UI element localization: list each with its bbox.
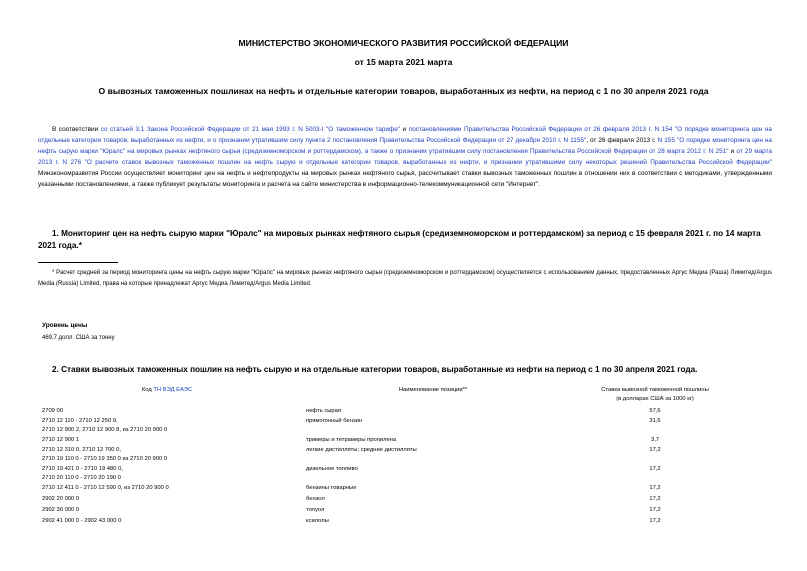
row-code: [42, 407, 282, 416]
ministry-title: МИНИСТЕРСТВО ЭКОНОМИЧЕСКОГО РАЗВИТИЯ РОССИЙСКОЙ ФЕДЕРАЦИИ: [238, 38, 569, 48]
row-name: прямогонный бензин: [306, 418, 363, 424]
row-code: [42, 484, 282, 493]
row-code: [42, 446, 282, 463]
intro-text-4: и: [728, 148, 737, 155]
intro-text-3: , от 26 февраля 2013 г.: [586, 137, 658, 144]
row-code-line-1: 2709 00: [42, 408, 63, 414]
column-header-code: [92, 386, 242, 395]
intro-text-5: Минэкономразвития России осуществляет мониторинг цен на нефть и нефтепродукты на мировых рынках нефтяного сырья, рассчитывает ставки вывозных таможенных пошлин в отношении них в соответствии с методиками, утвержденными указанными постановлениями, а также публикует результаты мониторинга и расчета на сайте министерства в информационно-телекоммуникационной сети "Интернет".: [38, 170, 772, 188]
row-code: [42, 465, 282, 482]
row-name: толуол: [306, 507, 325, 513]
row-code-line-1: 2710 12 900 1: [42, 437, 80, 443]
intro-paragraph: [38, 124, 772, 190]
column-header-rate: [590, 386, 720, 404]
tn-ved-link[interactable]: ТН ВЭД ЕАЭС: [153, 387, 193, 393]
row-name: легкие дистилляты; средние дистилляты: [306, 447, 417, 453]
row-rate: 31,6: [649, 418, 661, 424]
document-subject: О вывозных таможенных пошлинах на нефть и отдельные категории товаров, выработанных из нефти, на период с 1 по 30 апреля 2021 года: [98, 86, 709, 96]
column-header-rate-line-2: (в долларах США за 1000 кг): [616, 396, 694, 402]
row-name: бензол: [306, 496, 325, 502]
row-code-line-1: 2710 19 421 0 - 2710 19 480 0,: [42, 466, 123, 472]
row-code: [42, 436, 282, 445]
law-link[interactable]: со статьей 3.1 Закона Российской Федерации от 21 мая 1993 г. N 5003-I "О таможенном тарифе": [100, 126, 401, 133]
row-rate: 17,2: [649, 507, 661, 513]
row-rate: 17,2: [649, 466, 661, 472]
intro-text-2: и: [400, 126, 409, 133]
row-code-line-1: 2902 20 000 0: [42, 496, 80, 502]
footnote-divider: [38, 262, 118, 263]
section-2-heading: 2. Ставки вывозных таможенных пошлин на нефть сырую и на отдельные категории товаров, выработанные из нефти на период с 1 по 30 апреля 2021 года.: [52, 365, 698, 374]
row-rate: 17,2: [649, 485, 661, 491]
row-rate: 17,2: [649, 496, 661, 502]
row-code: [42, 417, 282, 434]
row-name: бензины товарные: [306, 485, 357, 491]
decree-276-link[interactable]: от 29 марта 2013 г. N 276 "О расчете ставок вывозных таможенных пошлин на нефть сырую и отдельные категории товаров, выработанных из нефти, и признании утратившими силу некоторых решений Правительства Российской Федерации": [38, 148, 772, 166]
row-code-line-2: 2710 20 110 0 - 2710 20 190 0: [42, 474, 121, 481]
row-name: дизельное топливо: [306, 466, 358, 472]
row-name: ксилолы: [306, 518, 329, 524]
row-code-line-2: 2710 12 900 2, 2710 12 900 8, из 2710 20 900 0: [42, 426, 168, 433]
row-name: тримеры и тетрамеры пропилена: [306, 437, 397, 443]
row-name: нефть сырая: [306, 408, 342, 414]
row-rate: 17,2: [649, 518, 661, 524]
row-code: [42, 506, 282, 515]
price-value: 469,7 долл. США за тонну: [42, 335, 115, 341]
column-header-code-prefix: Код: [141, 387, 154, 393]
row-rate: 17,2: [649, 447, 661, 453]
row-code: [42, 495, 282, 504]
price-label: Уровень цены: [42, 322, 88, 329]
decree-155-link[interactable]: N 155 "О порядке мониторинга цен на нефть сырую марки "Юралс" на мировых рынках нефтяного сырья (средиземноморском и роттердамском), а также о признании утратившим силу постановления Правительства Российской Федерации от 28 марта 2012 г. N 251": [38, 137, 772, 155]
intro-text-1: В соответствии: [52, 126, 101, 133]
document-date: от 15 марта 2021 марта: [354, 57, 453, 67]
column-header-name: Наименование позиции**: [398, 387, 468, 393]
row-code: [42, 517, 282, 526]
decree-154-link[interactable]: постановлениями Правительства Российской Федерации от 26 февраля 2013 г. N 154 "О порядке мониторинга цен на отдельные категории товаров, выработанных из нефти, и о признании утратившим силу пункта 2 постановления Правительства Российской Федерации от 27 декабря 2010 г. N 1155": [38, 126, 772, 144]
row-code-line-1: 2710 12 310 0, 2710 12 700 0,: [42, 447, 121, 453]
section-1-heading: 1. Мониторинг цен на нефть сырую марки "Юралс" на мировых рынках нефтяного сырья (средиземноморском и роттердамском) за период с 15 февраля 2021 г. по 14 марта 2021 года.*: [38, 229, 761, 250]
row-code-line-2: 2710 19 110 0 - 2710 19 350 0 из 2710 20 900 0: [42, 455, 168, 462]
row-code-line-1: 2710 12 110 - 2710 12 250 9,: [42, 418, 118, 424]
footnote: * Расчет средней за период мониторинга цены на нефть сырую марки "Юралс" на мировых рынках нефтяного сырья (средиземноморском и роттердамском) осуществляется с использованием данных, предоставленных Аргус Медиа (Раша) Лимитед/Argus Media (Russia) Limited, права на которые принадлежат Аргус Медиа Лимитед/Argus Media Limited.: [38, 270, 772, 287]
row-code-line-1: 2902 41 000 0 - 2902 43 000 0: [42, 518, 122, 524]
row-rate: 57,6: [649, 408, 661, 414]
column-header-rate-line-1: Ставка вывозной таможенной пошлины: [601, 387, 709, 393]
row-rate: 3,7: [650, 437, 660, 443]
row-code-line-1: 2902 30 000 0: [42, 507, 80, 513]
row-code-line-1: 2710 12 411 0 - 2710 12 590 0, из 2710 20 900 0: [42, 485, 169, 491]
